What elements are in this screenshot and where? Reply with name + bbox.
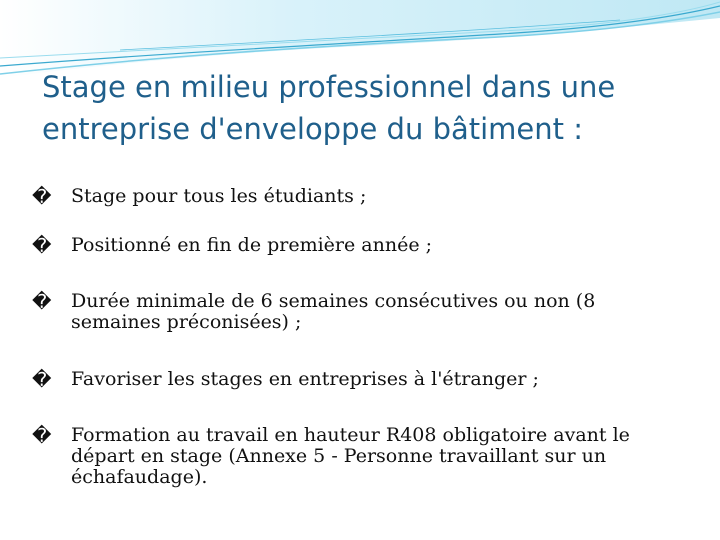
bullet-icon: � (32, 235, 52, 257)
bullet-list (30, 186, 690, 488)
bullet-text: Formation au travail en hauteur R408 obligatoire avant le départ en stage (Annexe 5 - Personne travaillant sur un échafaudage). (71, 424, 630, 488)
list-item (30, 235, 690, 256)
bullet-icon: � (32, 291, 52, 313)
list-item (30, 425, 690, 488)
bullet-icon: � (32, 369, 52, 391)
bullet-icon: � (32, 186, 52, 208)
bullet-text: Favoriser les stages en entreprises à l'étranger ; (71, 368, 539, 390)
list-item (30, 291, 690, 333)
list-item (30, 186, 690, 207)
bullet-text: Stage pour tous les étudiants ; (71, 185, 367, 207)
list-item (30, 369, 690, 390)
bullet-text: Durée minimale de 6 semaines consécutives ou non (8 semaines préconisées) ; (71, 290, 596, 333)
slide-title: Stage en milieu professionnel dans une entreprise d'enveloppe du bâtiment : (42, 70, 616, 146)
bullet-icon: � (32, 425, 52, 447)
bullet-text: Positionné en fin de première année ; (71, 234, 433, 256)
